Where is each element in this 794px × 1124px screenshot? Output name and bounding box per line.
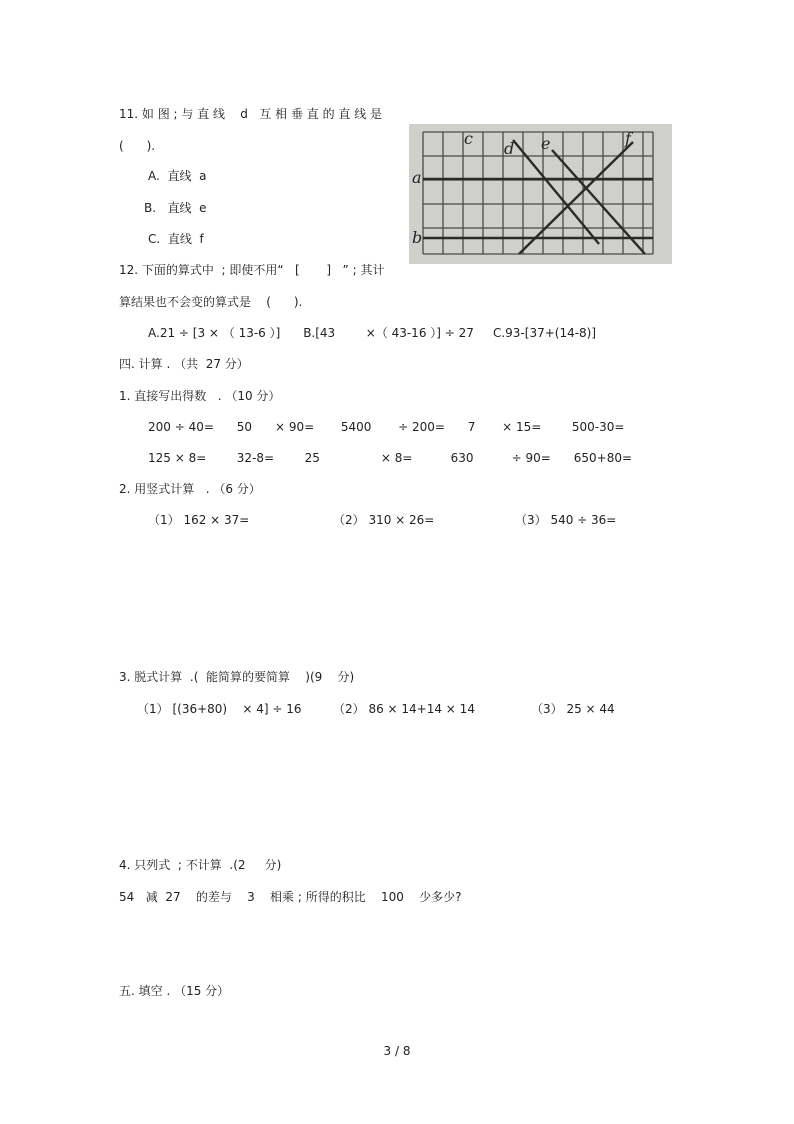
question-11-stem: 11. 如 图 ; 与 直 线 d 互 相 垂 直 的 直 线 是 <box>119 107 383 121</box>
question-11-option-a: A. 直线 a <box>148 169 207 183</box>
section-4-title: 四. 计算 . （共 27 分） <box>119 357 249 371</box>
label-b: b <box>412 228 423 247</box>
part-1-row-2: 125 × 8= 32-8= 25 × 8= 630 ÷ 90= 650+80= <box>148 451 633 465</box>
question-12-options: A.21 ÷ [3 × （ 13-6 ）] B.[43 ×（ 43-16 ）] ÷ 27 C.93-[37+(14-8)] <box>148 326 597 340</box>
part-3-item-3: （3） 25 × 44 <box>531 702 615 716</box>
question-12-stem: 12. 下面的算式中 ; 即使不用“ [ ] ” ; 其计 <box>119 263 385 277</box>
part-3-item-2: （2） 86 × 14+14 × 14 <box>333 702 475 716</box>
label-c: c <box>464 129 473 148</box>
label-f: f <box>625 129 631 148</box>
question-11-option-b: B. 直线 e <box>144 201 207 215</box>
part-1-row-1: 200 ÷ 40= 50 × 90= 5400 ÷ 200= 7 × 15= 500-30= <box>148 420 625 434</box>
label-e: e <box>541 134 551 153</box>
part-4-title: 4. 只列式 ; 不计算 .(2 分) <box>119 858 282 872</box>
part-2-item-1: （1） 162 × 37= <box>148 513 250 527</box>
label-a: a <box>412 168 422 187</box>
part-2-item-3: （3） 540 ÷ 36= <box>515 513 617 527</box>
part-2-title: 2. 用竖式计算 . （6 分） <box>119 482 261 496</box>
grid-lines-figure <box>409 124 672 264</box>
part-3-item-1: （1） [(36+80) × 4] ÷ 16 <box>137 702 302 716</box>
page-number: 3 / 8 <box>383 1044 411 1058</box>
question-11-answer-blank: ( ). <box>119 139 156 153</box>
part-3-title: 3. 脱式计算 .( 能简算的要简算 )(9 分) <box>119 670 355 684</box>
section-5-title: 五. 填空 . （15 分） <box>119 984 230 998</box>
part-1-title: 1. 直接写出得数 . （10 分） <box>119 389 281 403</box>
part-4-text: 54 减 27 的差与 3 相乘 ; 所得的积比 100 少多少? <box>119 890 462 904</box>
part-2-item-2: （2） 310 × 26= <box>333 513 435 527</box>
question-12-stem-continued: 算结果也不会变的算式是 ( ). <box>119 295 303 309</box>
question-11-option-c: C. 直线 f <box>148 232 204 246</box>
label-d: d <box>504 139 515 158</box>
